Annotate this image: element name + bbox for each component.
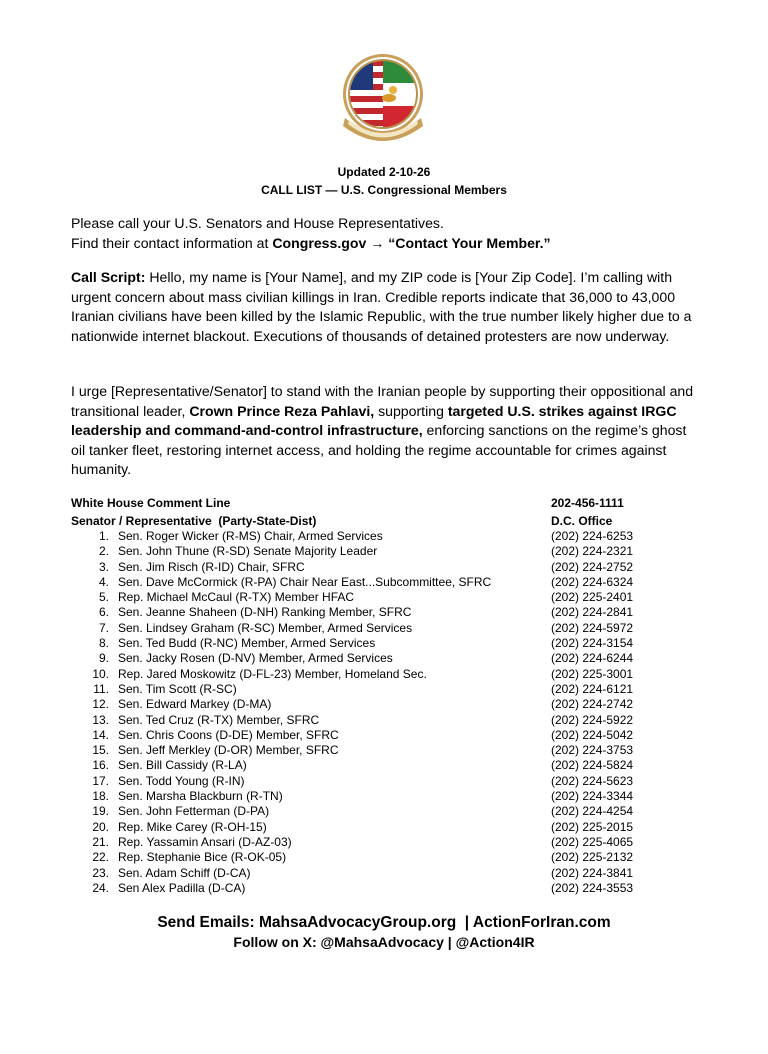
table-row: [71, 590, 691, 605]
congress-link-text: Congress.gov → “Contact Your Member.”: [272, 234, 551, 251]
row-number: 19.: [92, 804, 109, 819]
row-number: 2.: [98, 544, 109, 559]
call-script-label: Call Script:: [71, 269, 146, 285]
table-row: [71, 713, 691, 728]
member-phone: (202) 224-5623: [551, 773, 634, 788]
member-name: Sen. Ted Budd (R-NC) Member, Armed Services: [118, 636, 376, 651]
member-name: Sen. Adam Schiff (D-CA): [118, 865, 251, 880]
member-name: Sen. Chris Coons (D-DE) Member, SFRC: [118, 727, 339, 742]
table-row: [71, 789, 691, 804]
member-phone: (202) 224-2742: [551, 697, 634, 712]
table-row: [71, 651, 691, 666]
row-number: 1.: [98, 529, 109, 543]
row-number: 22.: [92, 850, 109, 865]
urge-paragraph: I urge [Representative/Senator] to stand with the Iranian people by supporting their oppositional and transitional leader, Crown Prince Reza Pahlavi, supporting targeted U.S. strikes against IRGC leadership and command-and-control infrastructure, enforcing sanctions on the regime’s ghost oil tanker fleet, restoring internet access, and holding the regime accountable for crimes against humanity.: [71, 383, 694, 477]
whitehouse-phone: 202-456-1111: [551, 496, 624, 510]
member-name: Sen. John Thune (R-SD) Senate Majority Leader: [118, 544, 378, 559]
table-row: [71, 820, 691, 835]
table-row: [71, 682, 691, 697]
member-name: Sen. Dave McCormick (R-PA) Chair Near East...Subcommittee, SFRC: [118, 574, 492, 589]
member-name: Sen. Ted Cruz (R-TX) Member, SFRC: [118, 712, 320, 727]
member-phone: (202) 224-6244: [551, 651, 634, 666]
member-phone: (202) 224-4254: [551, 804, 634, 819]
member-phone: (202) 224-3841: [551, 865, 634, 880]
table-row: [71, 697, 691, 712]
table-row: [71, 575, 691, 590]
whitehouse-row: [71, 494, 691, 512]
intro-line-2: Find their contact information at Congress.gov → “Contact Your Member.”: [71, 234, 551, 251]
row-number: 21.: [92, 834, 109, 849]
member-name: Sen. Jim Risch (R-ID) Chair, SFRC: [118, 559, 305, 574]
row-number: 8.: [98, 636, 109, 651]
member-name: Sen. Roger Wicker (R-MS) Chair, Armed Services: [118, 529, 383, 543]
table-row: [71, 605, 691, 620]
congress-member-list: [71, 529, 691, 896]
row-number: 20.: [92, 819, 109, 834]
row-number: 23.: [92, 865, 109, 880]
row-number: 16.: [92, 758, 109, 773]
table-row: [71, 728, 691, 743]
member-name: Sen. Edward Markey (D-MA): [118, 697, 272, 712]
row-number: 9.: [98, 651, 109, 666]
footer-follow-line: Follow on X: @MahsaAdvocacy | @Action4IR: [233, 934, 535, 950]
member-name: Sen. Lindsey Graham (R-SC) Member, Armed Services: [118, 620, 413, 635]
row-number: 5.: [98, 590, 109, 605]
table-row: [71, 866, 691, 881]
table-row: [71, 560, 691, 575]
table-row: [71, 835, 691, 850]
intro-line-1: Please call your U.S. Senators and House Representatives.: [71, 215, 444, 231]
table-row: [71, 667, 691, 682]
member-name: Sen. Tim Scott (R-SC): [118, 681, 237, 696]
member-phone: (202) 224-3154: [551, 636, 634, 651]
member-phone: (202) 224-2752: [551, 559, 634, 574]
table-row: [71, 758, 691, 773]
member-name: Rep. Yassamin Ansari (D-AZ-03): [118, 834, 292, 849]
table-row: [71, 743, 691, 758]
member-phone: (202) 224-3344: [551, 789, 634, 804]
row-number: 3.: [98, 559, 109, 574]
member-phone: (202) 224-6121: [551, 681, 634, 696]
member-phone: (202) 224-2841: [551, 605, 634, 620]
row-number: 18.: [92, 789, 109, 804]
row-number: 11.: [93, 681, 109, 696]
member-phone: (202) 225-3001: [551, 666, 634, 681]
member-phone: (202) 225-2401: [551, 590, 634, 605]
updated-date: Updated 2-10-26: [337, 165, 431, 179]
call-script-text: Hello, my name is [Your Name], and my ZIP code is [Your Zip Code]. I’m calling with urgent concern about mass civilian killings in Iran. Credible reports indicate that 36,000 to 43,000 Iranian civilians have been killed by the Islamic Republic, with the true number likely higher due to a nationwide internet blackout. Executions of thousands of detained protesters are now underway.: [71, 269, 692, 344]
member-phone: (202) 224-5042: [551, 727, 634, 742]
table-header-row: [71, 512, 691, 530]
member-phone: (202) 224-5824: [551, 758, 634, 773]
row-number: 7.: [98, 620, 109, 635]
row-number: 10.: [92, 666, 109, 681]
member-phone: (202) 225-2132: [551, 850, 634, 865]
row-number: 15.: [92, 743, 109, 758]
row-number: 4.: [98, 574, 109, 589]
member-phone: (202) 224-6324: [551, 574, 634, 589]
row-number: 13.: [92, 712, 109, 727]
row-number: 6.: [98, 605, 109, 620]
member-phone: (202) 224-3553: [551, 880, 634, 895]
member-phone: (202) 224-2321: [551, 544, 634, 559]
member-phone: (202) 225-2015: [551, 819, 634, 834]
member-name: Rep. Michael McCaul (R-TX) Member HFAC: [118, 590, 355, 605]
member-name: Rep. Jared Moskowitz (D-FL-23) Member, Homeland Sec.: [118, 666, 427, 681]
member-name: Sen. Jeanne Shaheen (D-NH) Ranking Member, SFRC: [118, 605, 412, 620]
document-header: [0, 163, 768, 199]
table-row: [71, 804, 691, 819]
row-number: 14.: [92, 727, 109, 742]
column-header-phone: D.C. Office: [551, 514, 613, 528]
member-name: Rep. Stephanie Bice (R-OK-05): [118, 850, 287, 865]
member-name: Rep. Mike Carey (R-OH-15): [118, 819, 267, 834]
member-name: Sen. Marsha Blackburn (R-TN): [118, 789, 283, 804]
call-script-paragraph: [71, 268, 701, 346]
mahsa-advocacy-logo: [331, 52, 435, 144]
row-number: 17.: [92, 773, 109, 788]
member-name: Sen. Todd Young (R-IN): [118, 773, 245, 788]
member-name: Sen. John Fetterman (D-PA): [118, 804, 270, 819]
member-name: Sen. Jeff Merkley (D-OR) Member, SFRC: [118, 743, 339, 758]
footer: [0, 913, 768, 951]
row-number: 12.: [92, 697, 109, 712]
table-row: [71, 881, 691, 896]
member-phone: (202) 225-4065: [551, 834, 634, 849]
intro-paragraph: [71, 214, 701, 253]
footer-emails-line: Send Emails: MahsaAdvocacyGroup.org | ActionForIran.com: [157, 914, 611, 931]
member-phone: (202) 224-5922: [551, 712, 634, 727]
column-header-name: Senator / Representative (Party-State-Dist): [71, 514, 317, 528]
table-row: [71, 850, 691, 865]
member-phone: (202) 224-5972: [551, 620, 634, 635]
whitehouse-label: White House Comment Line: [71, 496, 231, 510]
table-row: [71, 621, 691, 636]
member-name: Sen. Bill Cassidy (R-LA): [118, 758, 247, 773]
member-phone: (202) 224-3753: [551, 743, 634, 758]
member-name: Sen Alex Padilla (D-CA): [118, 880, 246, 895]
member-name: Sen. Jacky Rosen (D-NV) Member, Armed Services: [118, 651, 393, 666]
table-row: [71, 529, 691, 544]
member-phone: (202) 224-6253: [551, 529, 634, 543]
table-row: [71, 544, 691, 559]
document-title: CALL LIST — U.S. Congressional Members: [261, 183, 507, 197]
row-number: 24.: [92, 880, 109, 895]
table-row: [71, 636, 691, 651]
table-row: [71, 774, 691, 789]
